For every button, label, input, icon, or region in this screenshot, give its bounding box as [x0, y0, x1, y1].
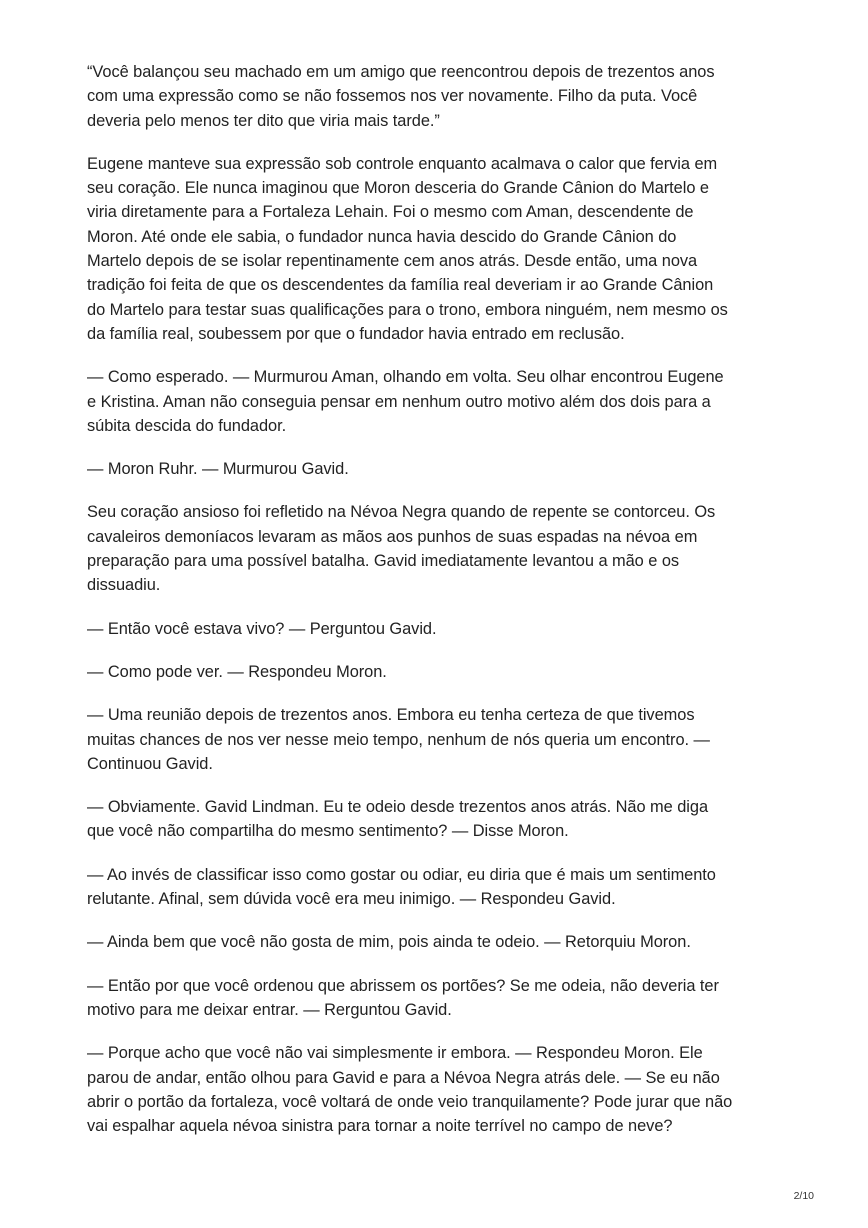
- text-line: — Como pode ver. — Respondeu Moron.: [87, 662, 387, 681]
- text-line: — Moron Ruhr. — Murmurou Gavid.: [87, 460, 349, 479]
- text-line: “Você balançou seu machado em um amigo que reencontrou depois de trezentos anos: [87, 63, 715, 81]
- text-line: — Uma reunião depois de trezentos anos. Embora eu tenha certeza de que tivemos: [87, 706, 695, 725]
- text-line: viria diretamente para a Fortaleza Lehain. Foi o mesmo com Aman, descendente de: [87, 203, 694, 222]
- text-line: da família real, soubessem por que o fundador havia entrado em reclusão.: [87, 324, 625, 343]
- paragraph-11: [87, 930, 787, 954]
- page-number: 2/10: [793, 1190, 814, 1202]
- text-line: e Kristina. Aman não conseguia pensar em nenhum outro motivo além dos dois para a: [87, 392, 711, 411]
- text-line: — Então você estava vivo? — Perguntou Gavid.: [87, 619, 437, 638]
- text-line: — Porque acho que você não vai simplesmente ir embora. — Respondeu Moron. Ele: [87, 1044, 703, 1063]
- text-line: deveria pelo menos ter dito que viria mais tarde.”: [87, 111, 440, 130]
- paragraph-4: [87, 457, 787, 481]
- text-line: com uma expressão como se não fossemos nos ver novamente. Filho da puta. Você: [87, 87, 698, 106]
- text-line: Eugene manteve sua expressão sob controle enquanto acalmava o calor que fervia em: [87, 154, 718, 173]
- text-line: Martelo depois de se isolar repentinamente cem anos atrás. Desde então, uma nova: [87, 252, 698, 271]
- text-line: — Como esperado. — Murmurou Aman, olhando em volta. Seu olhar encontrou Eugene: [87, 368, 724, 387]
- paragraph-12: [87, 974, 787, 1023]
- text-line: preparação para uma possível batalha. Gavid imediatamente levantou a mão e os: [87, 552, 680, 571]
- text-line: súbita descida do fundador.: [87, 416, 287, 435]
- text-line: dissuadiu.: [87, 576, 161, 595]
- paragraph-9: [87, 795, 787, 844]
- text-line: muitas chances de nos ver nesse meio tempo, nenhum de nós queria um encontro. —: [87, 730, 710, 749]
- paragraph-2: [87, 152, 787, 346]
- paragraph-5: [87, 500, 787, 597]
- text-line: Continuou Gavid.: [87, 754, 213, 773]
- text-line: — Então por que você ordenou que abrissem os portões? Se me odeia, não deveria ter: [87, 976, 719, 995]
- text-line: tradição foi feita de que os descendentes da família real deveriam ir ao Grande Cânion: [87, 276, 714, 295]
- text-line: Seu coração ansioso foi refletido na Névoa Negra quando de repente se contorceu. Os: [87, 503, 716, 522]
- text-line: motivo para me deixar entrar. — Rerguntou Gavid.: [87, 1000, 452, 1019]
- text-line: — Ao invés de classificar isso como gostar ou odiar, eu diria que é mais um sentimento: [87, 865, 716, 884]
- text-line: do Martelo para testar suas qualificações para o trono, embora ninguém, nem mesmo os: [87, 300, 728, 319]
- text-line: — Obviamente. Gavid Lindman. Eu te odeio desde trezentos anos atrás. Não me diga: [87, 798, 709, 817]
- text-line: que você não compartilha do mesmo sentimento? — Disse Moron.: [87, 822, 569, 841]
- paragraph-3: [87, 365, 787, 438]
- text-line: cavaleiros demoníacos levaram as mãos aos punhos de suas espadas na névoa em: [87, 527, 698, 546]
- text-line: vai espalhar aquela névoa sinistra para tornar a noite terrível no campo de neve?: [87, 1117, 673, 1136]
- paragraph-10: [87, 863, 787, 912]
- text-line: abrir o portão da fortaleza, você voltará de onde veio tranquilamente? Pode jurar que não: [87, 1092, 733, 1111]
- text-line: Moron. Até onde ele sabia, o fundador nunca havia descido do Grande Cânion do: [87, 227, 677, 246]
- paragraph-7: [87, 660, 787, 684]
- document-page: [87, 60, 787, 1157]
- paragraph-8: [87, 703, 787, 776]
- text-line: relutante. Afinal, sem dúvida você era meu inimigo. — Respondeu Gavid.: [87, 890, 616, 909]
- text-line: — Ainda bem que você não gosta de mim, pois ainda te odeio. — Retorquiu Moron.: [87, 933, 691, 952]
- text-line: seu coração. Ele nunca imaginou que Moron desceria do Grande Cânion do Martelo e: [87, 179, 709, 198]
- paragraph-6: [87, 617, 787, 641]
- paragraph-13: [87, 1041, 787, 1138]
- text-line: parou de andar, então olhou para Gavid e para a Névoa Negra atrás dele. — Se eu não: [87, 1068, 720, 1087]
- paragraph-1: [87, 60, 787, 133]
